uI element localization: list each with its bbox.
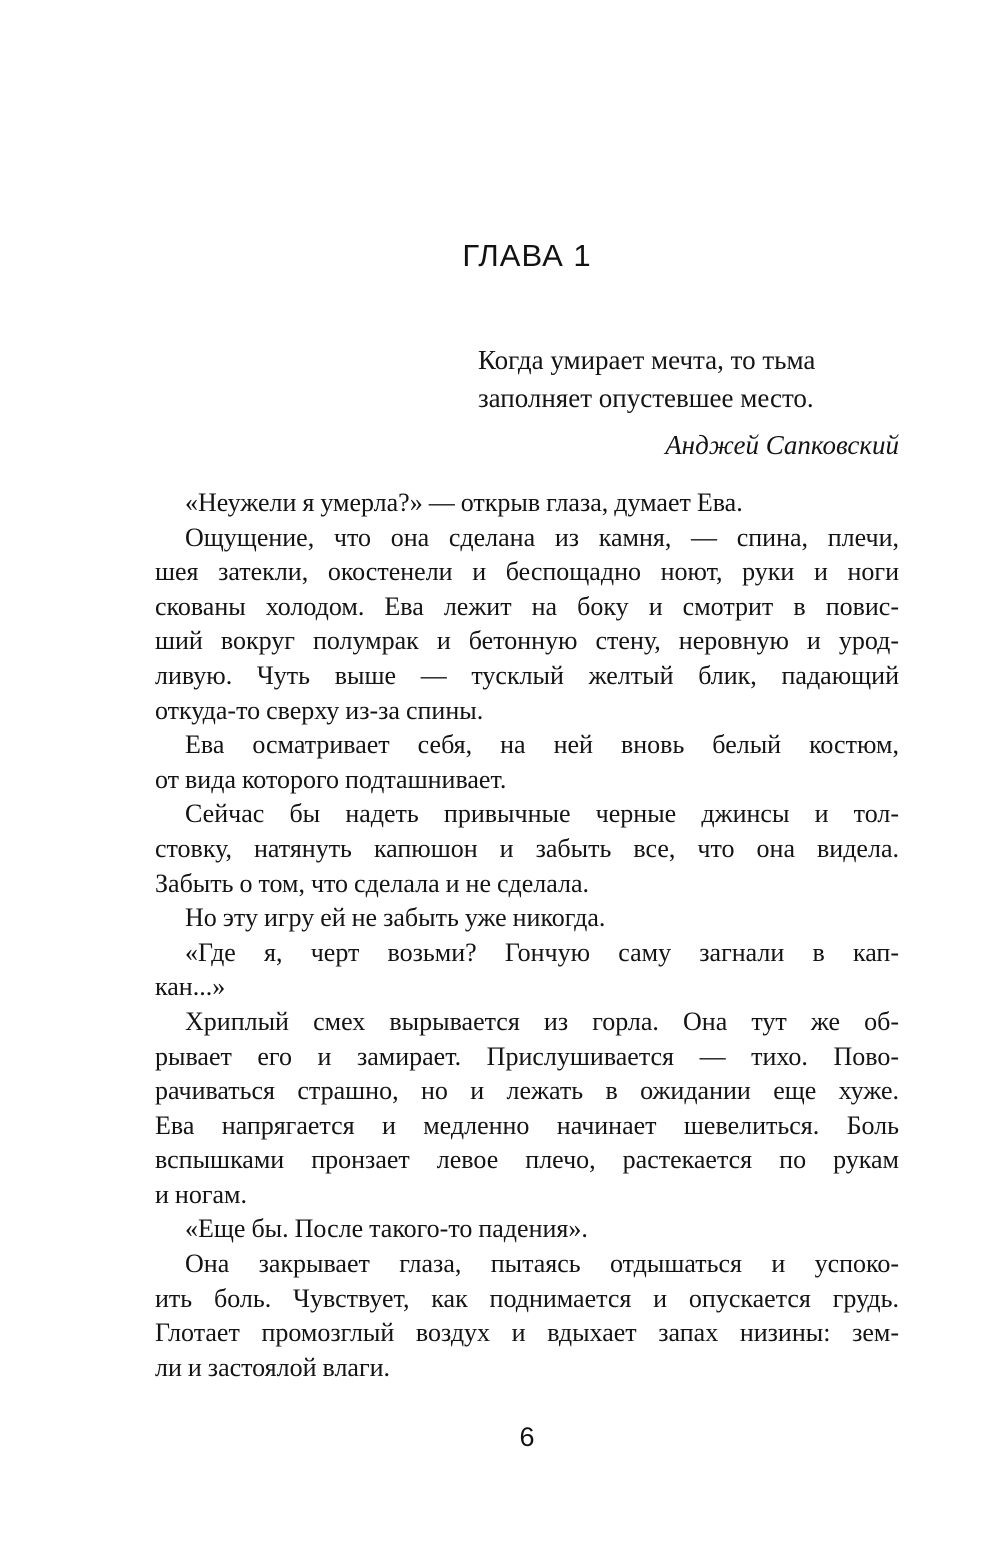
page-number: 6 <box>519 1422 535 1452</box>
paragraph <box>155 901 899 936</box>
text-line: от вида которого подташнивает. <box>155 764 507 794</box>
text-line: Ева осматривает себя, на ней вновь белый костюм, <box>185 730 899 760</box>
text-line: откуда-то сверху из-за спины. <box>155 695 484 725</box>
paragraph <box>155 728 899 797</box>
text-line: Хриплый смех вырывается из горла. Она тут же об- <box>185 1006 899 1036</box>
paragraph <box>155 1005 899 1213</box>
epigraph-attribution: Анджей Сапковский <box>665 430 899 460</box>
text-line: вспышками пронзает левое плечо, растекается по рукам <box>155 1145 899 1175</box>
text-line: рачиваться страшно, но и лежать в ожидании еще хуже. <box>155 1076 899 1106</box>
text-line: стовку, натянуть капюшон и забыть все, что она видела. <box>155 833 899 863</box>
text-line: и ногам. <box>155 1179 247 1209</box>
paragraph <box>155 486 899 521</box>
text-line: Ощущение, что она сделана из камня, — спина, плечи, <box>185 522 899 552</box>
epigraph-line: заполняет опустевшее место. <box>478 383 814 413</box>
body-text <box>155 486 899 1385</box>
text-line: Сейчас бы надеть привычные черные джинсы и тол- <box>185 799 899 829</box>
paragraph <box>155 1212 899 1247</box>
text-line: ли и застоялой влаги. <box>155 1352 391 1382</box>
text-line: Забыть о том, что сделала и не сделала. <box>155 868 590 898</box>
text-line: «Неужели я умерла?» — открыв глаза, думает Ева. <box>185 488 743 517</box>
chapter-heading: ГЛАВА 1 <box>462 238 592 273</box>
epigraph <box>478 341 899 464</box>
text-line: шея затекли, окостенели и беспощадно ноют, руки и ноги <box>155 557 899 587</box>
text-line: ливую. Чуть выше — тусклый желтый блик, падающий <box>155 660 899 690</box>
paragraph <box>155 1247 899 1385</box>
text-line: Но эту игру ей не забыть уже никогда. <box>185 903 606 933</box>
epigraph-text <box>478 341 899 417</box>
paragraph <box>155 797 899 901</box>
text-line: «Еще бы. После такого-то падения». <box>185 1214 588 1244</box>
text-line: кан...» <box>155 972 226 1002</box>
text-line: Она закрывает глаза, пытаясь отдышаться и успоко- <box>185 1249 899 1279</box>
text-line: «Где я, черт возьми? Гончую саму загнали в кап- <box>185 937 899 967</box>
text-line: ший вокруг полумрак и бетонную стену, неровную и урод- <box>155 626 899 656</box>
paragraph <box>155 521 899 729</box>
text-line: Ева напрягается и медленно начинает шевелиться. Боль <box>155 1110 899 1140</box>
text-line: Глотает промозглый воздух и вдыхает запах низины: зем- <box>155 1318 899 1348</box>
text-line: скованы холодом. Ева лежит на боку и смотрит в повис- <box>155 591 899 621</box>
paragraph <box>155 936 899 1005</box>
epigraph-line: Когда умирает мечта, то тьма <box>478 345 816 375</box>
text-line: ить боль. Чувствует, как поднимается и опускается грудь. <box>155 1283 899 1313</box>
text-line: рывает его и замирает. Прислушивается — тихо. Пово- <box>155 1041 899 1071</box>
